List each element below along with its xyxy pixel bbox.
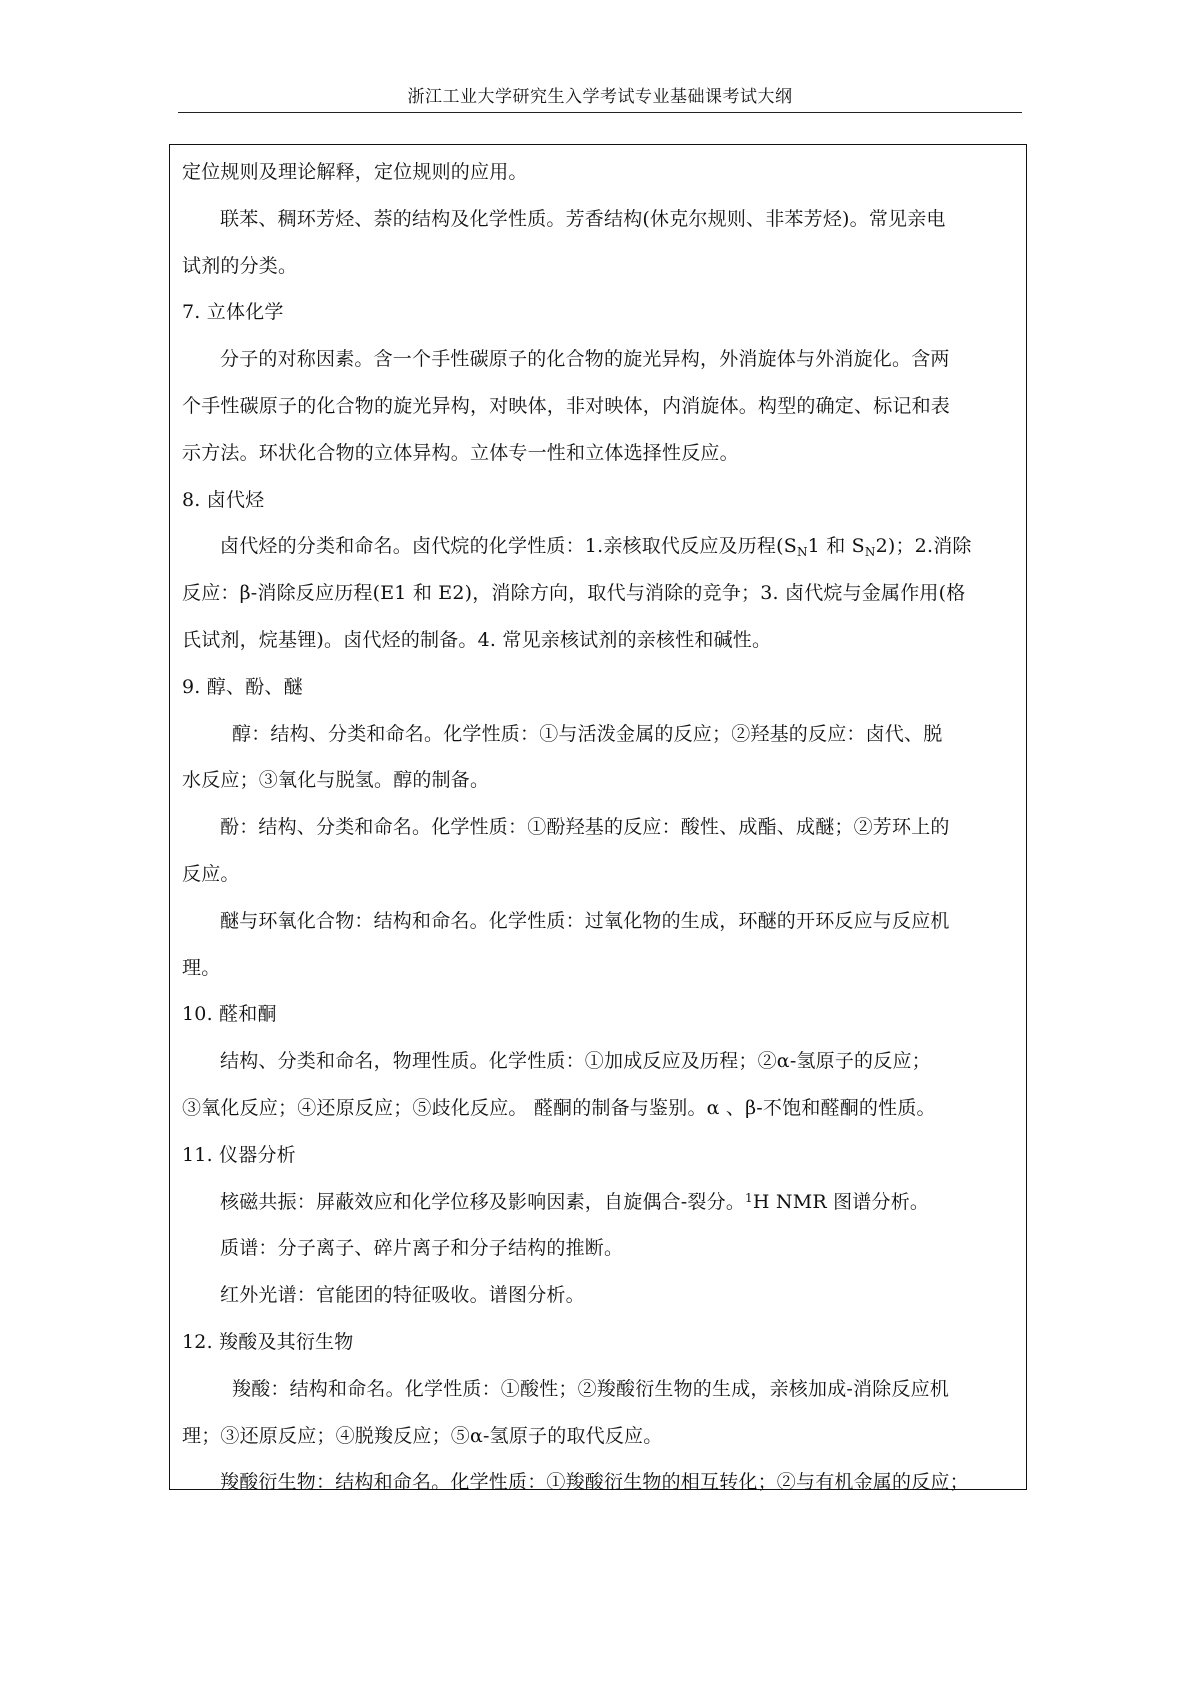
paragraph-line: 红外光谱：官能团的特征吸收。谱图分析。 — [220, 1284, 585, 1307]
text-line: ③氧化反应；④还原反应；⑤歧化反应。 醛酮的制备与鉴别。α 、β-不饱和醛酮的性质。 — [182, 1096, 936, 1119]
paragraph-line: 联苯、稠环芳烃、萘的结构及化学性质。芳香结构(休克尔规则、非苯芳烃)。常见亲电 — [220, 207, 946, 230]
text-line: 反应：β-消除反应历程(E1 和 E2)，消除方向，取代与消除的竞争；3. 卤代烷与金属作用(格 — [182, 582, 966, 605]
text-line: 试剂的分类。 — [182, 254, 298, 277]
subscript-n: N — [796, 545, 808, 560]
superscript-1: 1 — [745, 1190, 753, 1205]
text-line: 反应。 — [182, 862, 240, 885]
text-line: 理；③还原反应；④脱羧反应；⑤α-氢原子的取代反应。 — [182, 1424, 663, 1447]
section-heading-aldehydes-ketones: 10. 醛和酮 — [182, 1003, 277, 1026]
section-heading-carboxylic-acids: 12. 羧酸及其衍生物 — [182, 1330, 354, 1353]
text-fragment: 1 和 S — [807, 535, 865, 558]
text-fragment: 核磁共振：屏蔽效应和化学位移及影响因素，自旋偶合-裂分。 — [220, 1190, 746, 1213]
section-heading-stereochemistry: 7. 立体化学 — [182, 301, 284, 324]
paragraph-line: 质谱：分子离子、碎片离子和分子结构的推断。 — [220, 1237, 624, 1260]
paragraph-line: 羧酸：结构和命名。化学性质：①酸性；②羧酸衍生物的生成，亲核加成-消除反应机 — [232, 1377, 950, 1400]
paragraph-line-sn — [182, 523, 1020, 570]
content-frame — [169, 144, 1027, 1494]
paragraph-line: 醚与环氧化合物：结构和命名。化学性质：过氧化物的生成，环醚的开环反应与反应机 — [220, 909, 950, 932]
subscript-n: N — [864, 545, 876, 560]
paragraph-line: 结构、分类和命名，物理性质。化学性质：①加成反应及历程；②α-氢原子的反应； — [220, 1050, 931, 1073]
text-line: 理。 — [182, 956, 221, 979]
text-fragment: 卤代烃的分类和命名。卤代烷的化学性质：1.亲核取代反应及历程(S — [220, 535, 797, 558]
text-line: 氏试剂，烷基锂)。卤代烃的制备。4. 常见亲核试剂的亲核性和碱性。 — [182, 628, 772, 651]
paragraph-line-nmr — [182, 1179, 1020, 1226]
section-heading-instrumental-analysis: 11. 仪器分析 — [182, 1143, 296, 1166]
paragraph-line: 羧酸衍生物：结构和命名。化学性质：①羧酸衍生物的相互转化；②与有机金属的反应； — [220, 1471, 969, 1494]
header-title: 浙江工业大学研究生入学考试专业基础课考试大纲 — [407, 87, 793, 107]
text-line: 定位规则及理论解释，定位规则的应用。 — [182, 161, 528, 183]
text-line: 水反应；③氧化与脱氢。醇的制备。 — [182, 769, 490, 792]
section-heading-alcohols-phenols-ethers: 9. 醇、酚、醚 — [182, 675, 303, 698]
text-fragment: 2)；2.消除 — [875, 535, 972, 558]
page-header — [178, 82, 1022, 113]
text-line: 示方法。环状化合物的立体异构。立体专一性和立体选择性反应。 — [182, 441, 739, 464]
paragraph-line: 酚：结构、分类和命名。化学性质：①酚羟基的反应：酸性、成酯、成醚；②芳环上的 — [220, 816, 950, 839]
paragraph-line: 醇：结构、分类和命名。化学性质：①与活泼金属的反应；②羟基的反应：卤代、脱 — [232, 722, 943, 745]
text-line: 个手性碳原子的化合物的旋光异构，对映体，非对映体，内消旋体。构型的确定、标记和表 — [182, 394, 951, 417]
text-fragment: H NMR 图谱分析。 — [752, 1190, 930, 1213]
document-body — [182, 149, 1020, 1506]
section-heading-haloalkanes: 8. 卤代烃 — [182, 488, 265, 511]
paragraph-line: 分子的对称因素。含一个手性碳原子的化合物的旋光异构，外消旋体与外消旋化。含两 — [220, 348, 950, 371]
